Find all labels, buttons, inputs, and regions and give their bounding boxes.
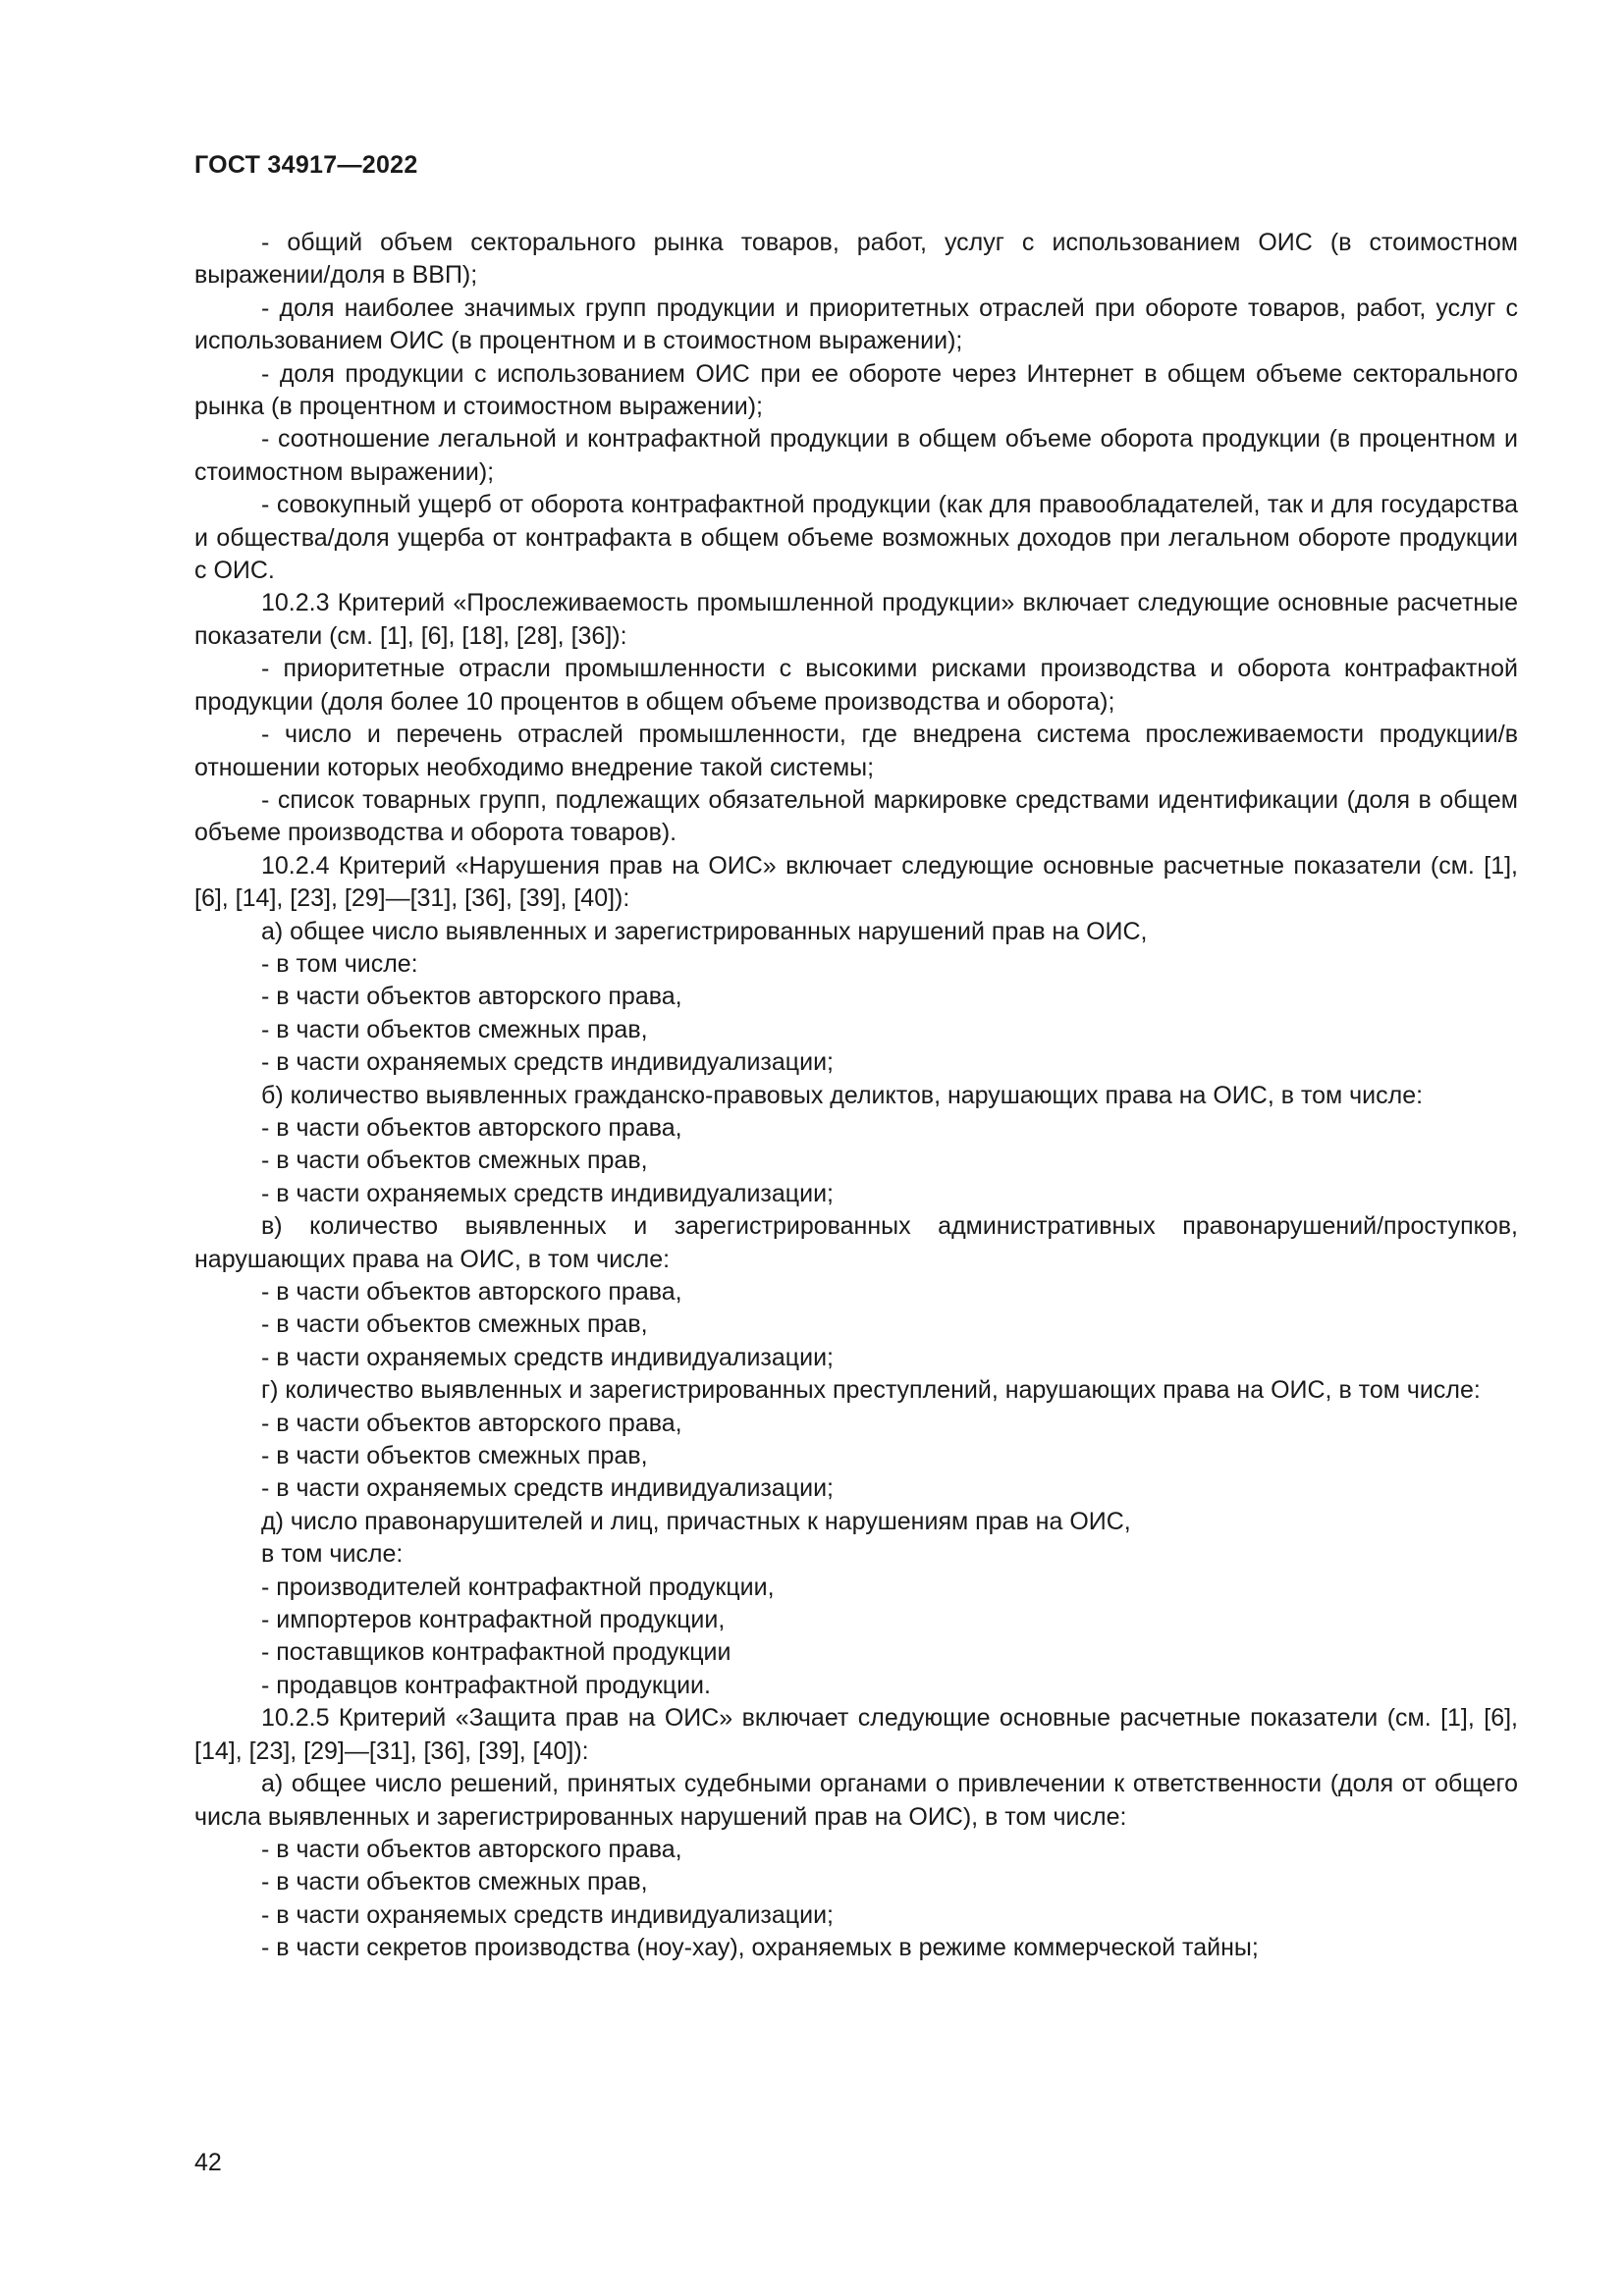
document-body: [194, 227, 1518, 1965]
list-item: - в части объектов авторского права,: [261, 1278, 682, 1306]
list-item: д) число правонарушителей и лиц, причастных к нарушениям прав на ОИС,: [261, 1507, 1131, 1535]
page-number: 42: [194, 2149, 222, 2176]
paragraph: б) количество выявленных гражданско-правовых деликтов, нарушающих права на ОИС, в том числе:: [261, 1081, 1424, 1109]
list-item: - производителей контрафактной продукции,: [261, 1573, 775, 1601]
paragraph: - число и перечень отраслей промышленности, где внедрена система прослеживаемости продукции/в отношении которых необходимо внедрение такой системы;: [194, 721, 1518, 781]
list-item: - в части объектов смежных прав,: [261, 1015, 648, 1043]
list-item: - в части объектов смежных прав,: [261, 1147, 648, 1175]
paragraph: в) количество выявленных и зарегистрированных административных правонарушений/проступков, нарушающих права на ОИС, в том числе:: [194, 1212, 1518, 1273]
paragraph: - общий объем секторального рынка товаров, работ, услуг с использованием ОИС (в стоимостном выражении/доля в ВВП);: [194, 229, 1518, 290]
list-item: - в том числе:: [261, 949, 418, 978]
list-item: - в части объектов смежных прав,: [261, 1310, 648, 1339]
list-item: - в части охраняемых средств индивидуализации;: [261, 1474, 834, 1503]
paragraph: г) количество выявленных и зарегистрированных преступлений, нарушающих права на ОИС, в том числе:: [261, 1376, 1481, 1405]
list-item: - в части объектов авторского права,: [261, 983, 682, 1011]
paragraph: - список товарных групп, подлежащих обязательной маркировке средствами идентификации (доля в общем объеме производства и оборота товаров).: [194, 785, 1518, 847]
paragraph: 10.2.5 Критерий «Защита прав на ОИС» включает следующие основные расчетные показатели (см. [1], [6], [14], [23], [29]—[31], [36], [39], [40]):: [194, 1704, 1518, 1765]
list-item: - в части секретов производства (ноу-хау), охраняемых в режиме коммерческой тайны;: [261, 1934, 1259, 1962]
paragraph: а) общее число решений, принятых судебными органами о привлечении к ответственности (доля от общего числа выявленных и зарегистрированных нарушений прав на ОИС), в том числе:: [194, 1770, 1518, 1831]
list-item: - в части объектов авторского права,: [261, 1113, 682, 1142]
list-item: в том числе:: [261, 1540, 404, 1569]
paragraph: - приоритетные отрасли промышленности с высокими рисками производства и оборота контрафактной продукции (доля более 10 процентов в общем объеме производства и оборота);: [194, 655, 1518, 716]
paragraph: - совокупный ущерб от оборота контрафактной продукции (как для правообладателей, так и для государства и общества/доля ущерба от контрафакта в общем объеме возможных доходов при легальном обороте продукции с ОИС.: [194, 491, 1518, 585]
list-item: - в части охраняемых средств индивидуализации;: [261, 1900, 834, 1929]
list-item: - в части объектов смежных прав,: [261, 1868, 648, 1896]
list-item: - в части объектов авторского права,: [261, 1835, 682, 1863]
list-item: - в части охраняемых средств индивидуализации;: [261, 1343, 834, 1371]
list-item: - импортеров контрафактной продукции,: [261, 1606, 726, 1634]
list-item: - продавцов контрафактной продукции.: [261, 1671, 711, 1699]
list-item: - в части охраняемых средств индивидуализации;: [261, 1048, 834, 1077]
paragraph: 10.2.3 Критерий «Прослеживаемость промышленной продукции» включает следующие основные расчетные показатели (см. [1], [6], [18], [28], [36]):: [194, 589, 1518, 650]
paragraph: - доля продукции с использованием ОИС при ее обороте через Интернет в общем объеме секторального рынка (в процентном и стоимостном выражении);: [194, 359, 1518, 421]
list-item: - поставщиков контрафактной продукции: [261, 1638, 731, 1667]
list-item: - в части объектов смежных прав,: [261, 1442, 648, 1470]
paragraph: - доля наиболее значимых групп продукции и приоритетных отраслей при обороте товаров, работ, услуг с использованием ОИС (в процентном и в стоимостном выражении);: [194, 294, 1518, 355]
paragraph: - соотношение легальной и контрафактной продукции в общем объеме оборота продукции (в процентном и стоимостном выражении);: [194, 425, 1518, 486]
list-item: а) общее число выявленных и зарегистрированных нарушений прав на ОИС,: [261, 917, 1148, 945]
document-header: ГОСТ 34917—2022: [194, 151, 418, 179]
list-item: - в части объектов авторского права,: [261, 1409, 682, 1437]
list-item: - в части охраняемых средств индивидуализации;: [261, 1179, 834, 1207]
paragraph: 10.2.4 Критерий «Нарушения прав на ОИС» включает следующие основные расчетные показатели (см. [1], [6], [14], [23], [29]—[31], [36], [39], [40]):: [194, 851, 1518, 913]
